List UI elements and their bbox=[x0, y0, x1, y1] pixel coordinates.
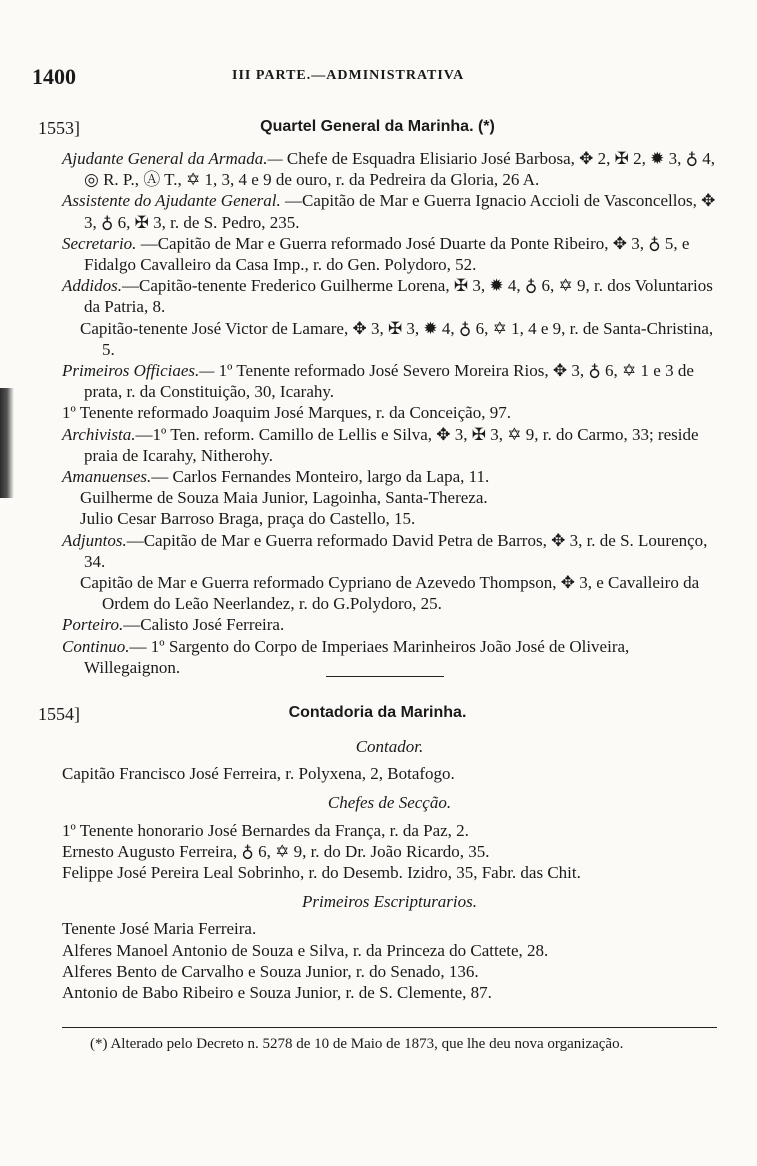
entry-amanuenses-2: Guilherme de Souza Maia Junior, Lagoinha, Santa-Thereza. bbox=[80, 488, 488, 508]
section-number: 1554] bbox=[38, 704, 80, 724]
escripturario-entry: Alferes Manoel Antonio de Souza e Silva, r. da Princeza do Cattete, 28. bbox=[62, 940, 549, 960]
escripturario-entry: Tenente José Maria Ferreira. bbox=[62, 919, 257, 939]
page-number: 1400 bbox=[32, 64, 76, 89]
section-1554-body bbox=[62, 736, 717, 1003]
entry-ajudante: Ajudante General da Armada.— Chefe de Esquadra Elisiario José Barbosa, ✥ 2, ✠ 2, ✹ 3, ♁ 4, ◎ R. P., Ⓐ T., ✡ 1, 3, 4 e 9 de ouro, r. da Pedreira da Gloria, 26 A. bbox=[62, 149, 716, 190]
footnote bbox=[62, 1036, 717, 1053]
chefe-entry: Ernesto Augusto Ferreira, ♁ 6, ✡ 9, r. do Dr. João Ricardo, 35. bbox=[62, 841, 490, 861]
entry-amanuenses-3: Julio Cesar Barroso Braga, praça do Castello, 15. bbox=[80, 509, 416, 529]
entry-primeiros-officiaes-2: 1º Tenente reformado Joaquim José Marques, r. da Conceição, 97. bbox=[62, 403, 511, 423]
footnote-text: Alterado pelo Decreto n. 5278 de 10 de Maio de 1873, que lhe deu nova organização. bbox=[110, 1036, 624, 1052]
subheading-contador: Contador. bbox=[355, 737, 424, 756]
section-1553-body bbox=[62, 148, 717, 678]
entry-porteiro: Porteiro.—Calisto José Ferreira. bbox=[62, 615, 285, 635]
entry-amanuenses: Amanuenses.— Carlos Fernandes Monteiro, largo da Lapa, 11. bbox=[62, 467, 490, 487]
section-divider bbox=[326, 676, 444, 677]
section-1554-heading bbox=[38, 704, 717, 730]
section-title: Quartel General da Marinha. (*) bbox=[260, 118, 495, 135]
escripturario-entry: Alferes Bento de Carvalho e Souza Junior, r. do Senado, 136. bbox=[62, 961, 479, 981]
entry-primeiros-officiaes: Primeiros Officiaes.— 1º Tenente reformado José Severo Moreira Rios, ✥ 3, ♁ 6, ✡ 1 e 3 de prata, r. da Constituição, 30, Icarahy. bbox=[62, 361, 694, 402]
escripturario-entry: Antonio de Babo Ribeiro e Souza Junior, r. de S. Clemente, 87. bbox=[62, 983, 492, 1003]
entry-addidos-2: Capitão-tenente José Victor de Lamare, ✥ 3, ✠ 3, ✹ 4, ♁ 6, ✡ 1, 4 e 9, r. de Santa-Christina, 5. bbox=[80, 318, 714, 359]
chefe-entry: 1º Tenente honorario José Bernardes da França, r. da Paz, 2. bbox=[62, 820, 469, 840]
entry-addidos: Addidos.—Capitão-tenente Frederico Guilherme Lorena, ✠ 3, ✹ 4, ♁ 6, ✡ 9, r. dos Voluntarios da Patria, 8. bbox=[62, 276, 713, 317]
entry-assistente: Assistente do Ajudante General. —Capitão de Mar e Guerra Ignacio Accioli de Vasconcellos, ✥ 3, ♁ 6, ✠ 3, r. de S. Pedro, 235. bbox=[62, 191, 716, 232]
entry-continuo: Continuo.— 1º Sargento do Corpo de Imperiaes Marinheiros João José de Oliveira, Willegaignon. bbox=[62, 636, 630, 677]
section-number: 1553] bbox=[38, 118, 80, 138]
entry-adjuntos: Adjuntos.—Capitão de Mar e Guerra reformado David Petra de Barros, ✥ 3, r. de S. Lourenço, 34. bbox=[62, 530, 708, 571]
entry-secretario: Secretario. —Capitão de Mar e Guerra reformado José Duarte da Ponte Ribeiro, ✥ 3, ♁ 5, e Fidalgo Cavalleiro da Casa Imp., r. do Gen. Polydoro, 52. bbox=[62, 233, 690, 275]
contador-entry: Capitão Francisco José Ferreira, r. Polyxena, 2, Botafogo. bbox=[62, 764, 455, 784]
page-header bbox=[32, 62, 717, 92]
subheading-chefes: Chefes de Secção. bbox=[327, 793, 452, 813]
footnote-mark: (*) bbox=[90, 1036, 108, 1052]
footnote-rule bbox=[62, 1027, 717, 1028]
section-1553-heading bbox=[38, 118, 717, 144]
entry-adjuntos-2: Capitão de Mar e Guerra reformado Cypriano de Azevedo Thompson, ✥ 3, e Cavalleiro da Ordem do Leão Neerlandez, r. do G.Polydoro, 25. bbox=[80, 573, 700, 614]
subheading-escripturarios: Primeiros Escripturarios. bbox=[301, 892, 478, 912]
section-title: Contadoria da Marinha. bbox=[288, 704, 467, 721]
entry-archivista: Archivista.—1º Ten. reform. Camillo de Lellis e Silva, ✥ 3, ✠ 3, ✡ 9, r. do Carmo, 33; reside praia de Icarahy, Nitherohy. bbox=[62, 424, 699, 465]
chefe-entry: Felippe José Pereira Leal Sobrinho, r. do Desemb. Izidro, 35, Fabr. das Chit. bbox=[62, 863, 581, 883]
running-title: III PARTE.—ADMINISTRATIVA bbox=[232, 68, 465, 83]
page-edge-shadow bbox=[0, 388, 14, 498]
